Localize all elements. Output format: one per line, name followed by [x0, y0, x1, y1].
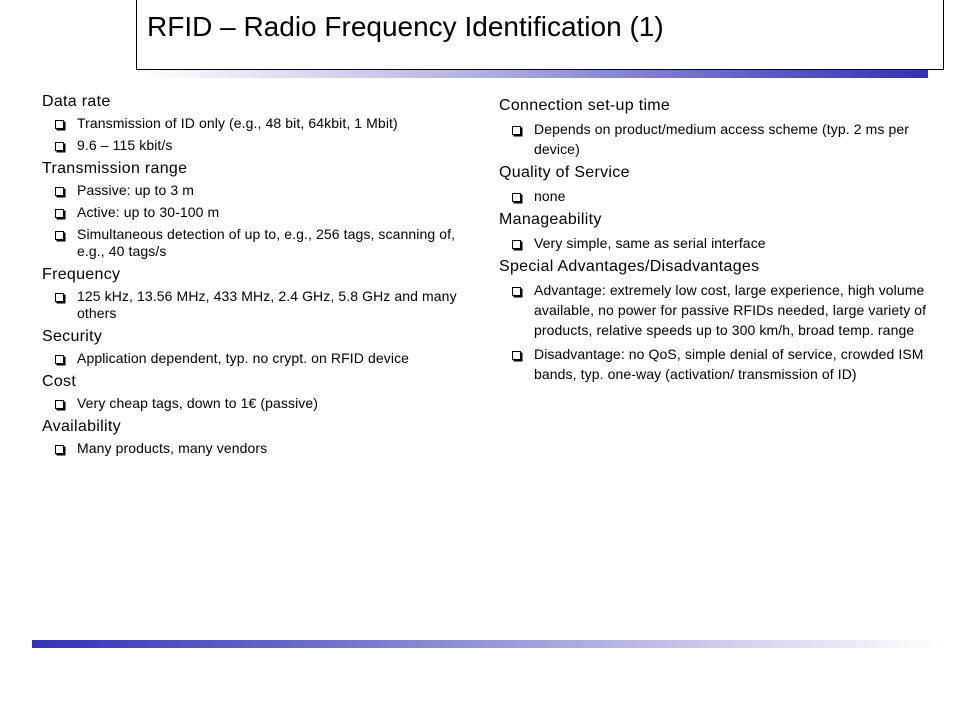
section: [499, 96, 939, 159]
section: [499, 210, 939, 253]
section: [499, 163, 939, 206]
section-heading: Frequency: [42, 266, 121, 283]
section-heading: Connection set-up time: [499, 97, 671, 114]
section: [499, 257, 939, 384]
section-heading: Manageability: [499, 211, 602, 228]
bullet-text: Depends on product/medium access scheme (typ. 2 ms per device): [534, 121, 910, 157]
right-column: [499, 96, 939, 388]
square-bullet-icon: [55, 231, 64, 240]
section-heading: Cost: [42, 373, 77, 390]
bullet-text: Many products, many vendors: [77, 440, 268, 456]
square-bullet-icon: [55, 293, 64, 302]
footer-bar: [32, 640, 944, 648]
bullet-text: Disadvantage: no QoS, simple denial of service, crowded ISM bands, typ. one-way (activation/ transmission of ID): [534, 346, 924, 382]
bullet-item: [42, 182, 472, 199]
square-bullet-icon: [512, 126, 521, 135]
square-bullet-icon: [55, 120, 64, 129]
bullet-text: Passive: up to 3 m: [77, 182, 194, 198]
square-bullet-icon: [55, 142, 64, 151]
bullet-item: [42, 137, 472, 154]
bullet-text: Simultaneous detection of up to, e.g., 256 tags, scanning of, e.g., 40 tags/s: [77, 226, 456, 259]
section-heading: Special Advantages/Disadvantages: [499, 258, 760, 275]
square-bullet-icon: [512, 351, 521, 360]
bullet-item: [42, 226, 472, 260]
bullet-text: Active: up to 30-100 m: [77, 204, 220, 220]
bullet-item: [42, 115, 472, 132]
bullet-item: [499, 233, 939, 253]
square-bullet-icon: [55, 355, 64, 364]
square-bullet-icon: [512, 240, 521, 249]
bullet-item: [499, 344, 939, 384]
square-bullet-icon: [512, 193, 521, 202]
bullet-item: [42, 440, 472, 457]
bullet-text: Application dependent, typ. no crypt. on RFID device: [77, 350, 410, 366]
bullet-item: [499, 280, 939, 340]
section-heading: Transmission range: [42, 160, 188, 177]
bullet-item: [42, 350, 472, 367]
square-bullet-icon: [55, 400, 64, 409]
section: [42, 327, 472, 367]
square-bullet-icon: [55, 445, 64, 454]
bullet-text: Advantage: extremely low cost, large experience, high volume available, no power for passive RFIDs needed, large variety of products, relative speeds up to 300 km/h, broad temp. range: [534, 282, 927, 338]
section: [42, 265, 472, 322]
section: [42, 417, 472, 457]
square-bullet-icon: [55, 209, 64, 218]
bullet-item: [42, 288, 472, 322]
bullet-item: [499, 119, 939, 159]
title-underline-bar: [136, 70, 928, 78]
slide-title: RFID – Radio Frequency Identification (1): [147, 11, 664, 42]
section-heading: Security: [42, 328, 103, 345]
section-heading: Availability: [42, 418, 121, 435]
left-column: [42, 92, 472, 462]
bullet-item: [42, 204, 472, 221]
square-bullet-icon: [512, 287, 521, 296]
bullet-text: none: [534, 188, 566, 204]
section-heading: Data rate: [42, 93, 111, 110]
bullet-text: 125 kHz, 13.56 MHz, 433 MHz, 2.4 GHz, 5.8 GHz and many others: [77, 288, 457, 321]
square-bullet-icon: [55, 187, 64, 196]
section: [42, 372, 472, 412]
title-box: [136, 0, 944, 70]
section: [42, 159, 472, 260]
bullet-text: Very simple, same as serial interface: [534, 235, 766, 251]
bullet-item: [499, 186, 939, 206]
bullet-item: [42, 395, 472, 412]
section: [42, 92, 472, 154]
bullet-text: Very cheap tags, down to 1€ (passive): [77, 395, 319, 411]
section-heading: Quality of Service: [499, 164, 630, 181]
bullet-text: Transmission of ID only (e.g., 48 bit, 64kbit, 1 Mbit): [77, 115, 398, 131]
bullet-text: 9.6 – 115 kbit/s: [77, 137, 173, 153]
